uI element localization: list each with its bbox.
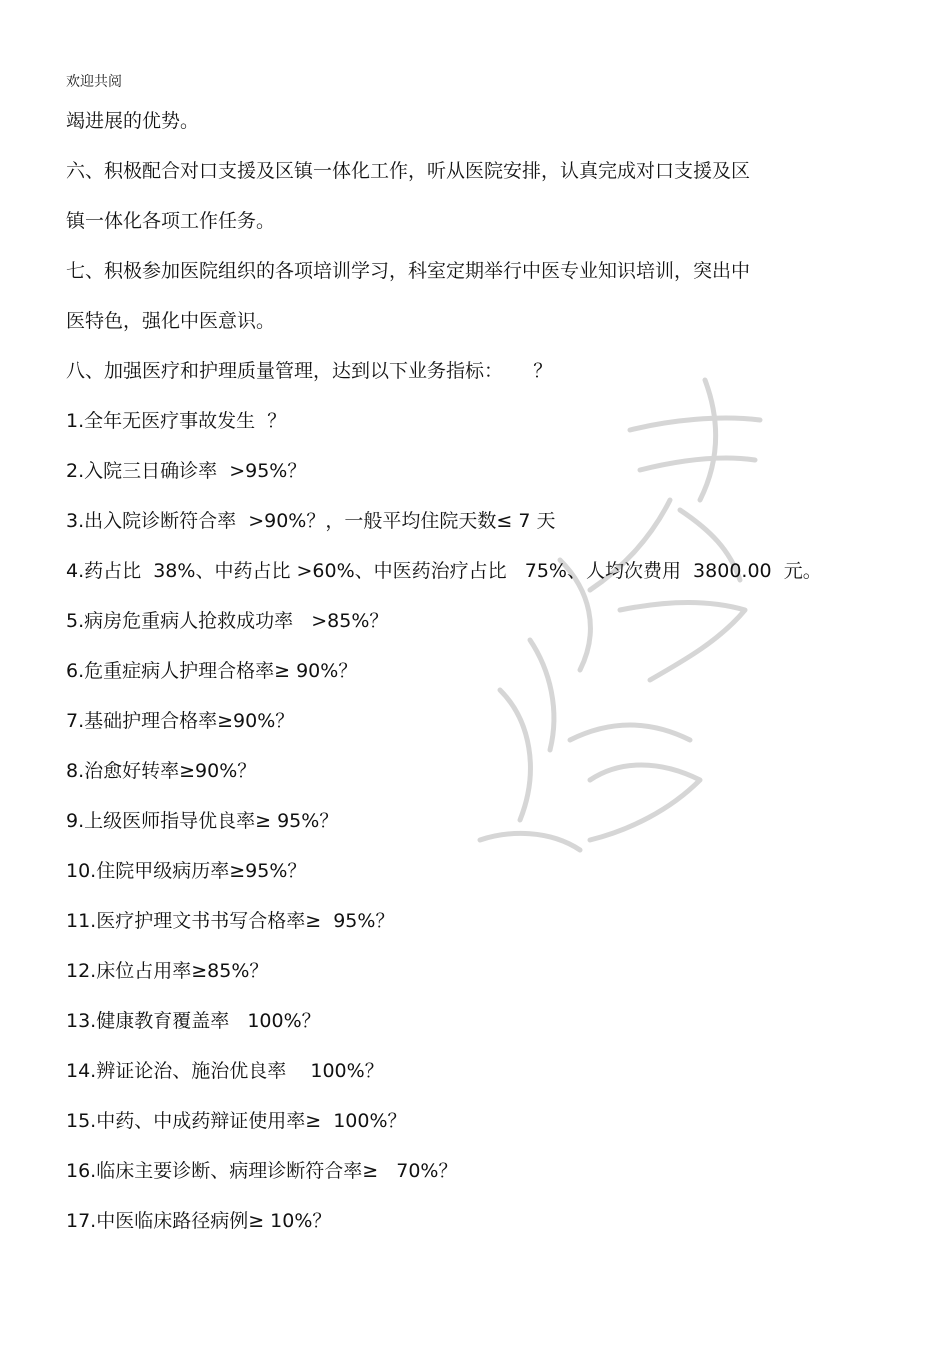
metric-item: 16.临床主要诊断、病理诊断符合率≥ 70%？ bbox=[66, 1160, 458, 1182]
metric-item: 4.药占比 38%、中药占比 >60%、中医药治疗占比 75%、人均次费用 3800.00 元。 bbox=[66, 560, 822, 582]
document-body bbox=[66, 106, 926, 1256]
metric-item: 5.病房危重病人抢救成功率 >85%？ bbox=[66, 610, 389, 632]
page-header: 欢迎共阅 bbox=[66, 74, 122, 90]
metric-item: 2.入院三日确诊率 >95%？ bbox=[66, 460, 307, 482]
metric-item: 12.床位占用率≥85%？ bbox=[66, 960, 269, 982]
metric-item: 14.辨证论治、施治优良率 100%？ bbox=[66, 1060, 384, 1082]
metric-item: 13.健康教育覆盖率 100%？ bbox=[66, 1010, 321, 1032]
metric-item: 17.中医临床路径病例≥ 10%？ bbox=[66, 1210, 332, 1232]
text-line: 医特色，强化中医意识。 bbox=[66, 310, 276, 332]
text-line: 七、积极参加医院组织的各项培训学习，科室定期举行中医专业知识培训，突出中 bbox=[66, 260, 751, 282]
metric-item: 1.全年无医疗事故发生 ？ bbox=[66, 410, 287, 432]
text-line: 竭进展的优势。 bbox=[66, 110, 200, 132]
text-line: 六、积极配合对口支援及区镇一体化工作，听从医院安排，认真完成对口支援及区 bbox=[66, 160, 751, 182]
metric-item: 15.中药、中成药辩证使用率≥ 100%？ bbox=[66, 1110, 407, 1132]
text-line: 八、加强医疗和护理质量管理，达到以下业务指标： ？ bbox=[66, 360, 553, 382]
metric-item: 8.治愈好转率≥90%？ bbox=[66, 760, 257, 782]
metric-item: 6.危重症病人护理合格率≥ 90%？ bbox=[66, 660, 358, 682]
metric-item: 3.出入院诊断符合率 >90%？，一般平均住院天数≤ 7 天 bbox=[66, 510, 556, 532]
metric-item: 9.上级医师指导优良率≥ 95%？ bbox=[66, 810, 339, 832]
metric-item: 11.医疗护理文书书写合格率≥ 95%？ bbox=[66, 910, 395, 932]
text-line: 镇一体化各项工作任务。 bbox=[66, 210, 276, 232]
metric-item: 10.住院甲级病历率≥95%？ bbox=[66, 860, 307, 882]
metric-item: 7.基础护理合格率≥90%？ bbox=[66, 710, 295, 732]
